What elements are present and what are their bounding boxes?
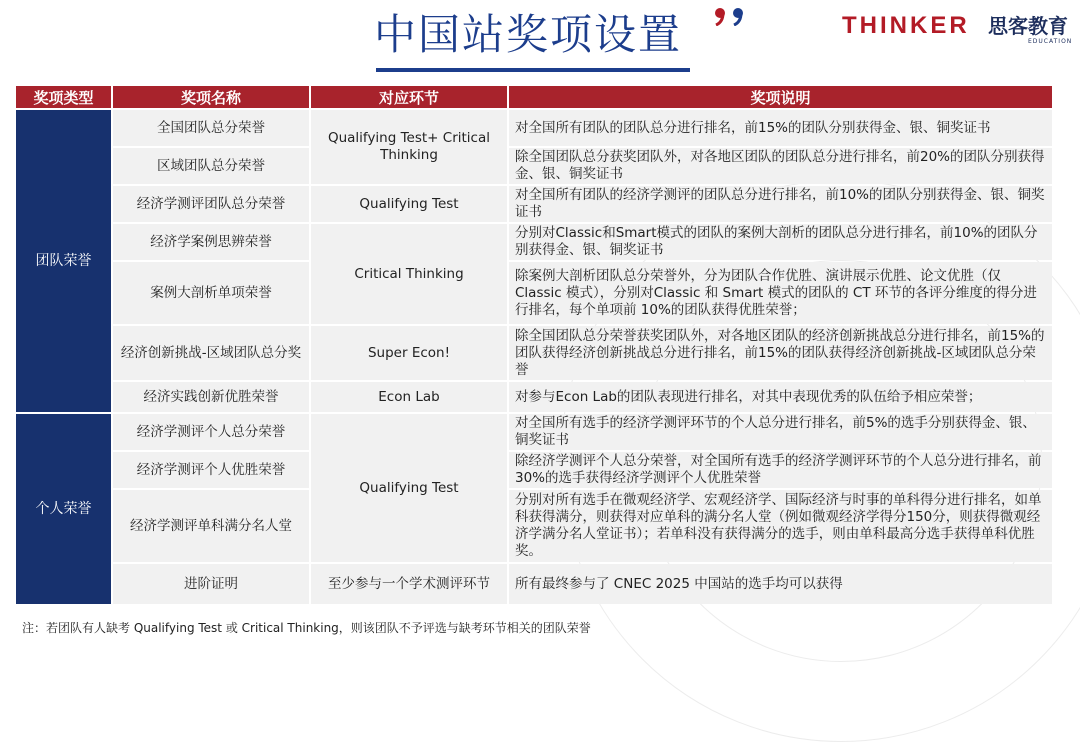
award-description: 除案例大剖析团队总分荣誉外，分为团队合作优胜、演讲展示优胜、论文优胜（仅Classic 模式），分别对Classic 和 Smart 模式的团队的 CT 环节的各评分维度的得分进行排名，每个单项前 10%的团队获得优胜荣誉； bbox=[509, 262, 1052, 324]
awards-table bbox=[14, 84, 1054, 606]
table-row bbox=[16, 564, 1052, 604]
table-row bbox=[16, 110, 1052, 146]
table-row bbox=[16, 452, 1052, 488]
logo-english-subtitle: EDUCATION bbox=[1028, 38, 1073, 45]
award-name: 案例大剖析单项荣誉 bbox=[113, 262, 309, 324]
column-header-name: 奖项名称 bbox=[113, 86, 309, 108]
award-link: Super Econ! bbox=[311, 326, 507, 380]
award-link: Qualifying Test+ Critical Thinking bbox=[311, 110, 507, 184]
award-name: 经济实践创新优胜荣誉 bbox=[113, 382, 309, 412]
award-description: 对全国所有团队的团队总分进行排名，前15%的团队分别获得金、银、铜奖证书 bbox=[509, 110, 1052, 146]
award-link: Qualifying Test bbox=[311, 414, 507, 562]
award-link: Econ Lab bbox=[311, 382, 507, 412]
column-header-link: 对应环节 bbox=[311, 86, 507, 108]
award-description: 除全国团队总分荣誉获奖团队外，对各地区团队的经济创新挑战总分进行排名，前15%的团队获得经济创新挑战总分进行排名，前15%的团队获得经济创新挑战-区域团队总分荣誉 bbox=[509, 326, 1052, 380]
award-description: 对全国所有选手的经济学测评环节的个人总分进行排名，前5%的选手分别获得金、银、铜奖证书 bbox=[509, 414, 1052, 450]
footnote: 注：若团队有人缺考 Qualifying Test 或 Critical Thinking，则该团队不予评选与缺考环节相关的团队荣誉 bbox=[22, 621, 591, 635]
title-underline bbox=[376, 68, 690, 72]
award-description: 分别对所有选手在微观经济学、宏观经济学、国际经济与时事的单科得分进行排名，如单科获得满分，则获得对应单科的满分名人堂（例如微观经济学得分150分，则获得微观经济学满分名人堂证书）；若单科没有获得满分的选手，则由单科最高分选手获得单科优胜奖。 bbox=[509, 490, 1052, 562]
page-title: 中国站奖项设置 bbox=[374, 10, 683, 59]
award-link: 至少参与一个学术测评环节 bbox=[311, 564, 507, 604]
award-description: 对参与Econ Lab的团队表现进行排名，对其中表现优秀的队伍给予相应荣誉； bbox=[509, 382, 1052, 412]
logo-wordmark: THINKER bbox=[842, 12, 970, 39]
award-description: 除全国团队总分获奖团队外，对各地区团队的团队总分进行排名，前20%的团队分别获得金、银、铜奖证书 bbox=[509, 148, 1052, 184]
award-name: 经济学测评单科满分名人堂 bbox=[113, 490, 309, 562]
award-type-individual: 个人荣誉 bbox=[16, 414, 111, 604]
table-row bbox=[16, 262, 1052, 324]
column-header-description: 奖项说明 bbox=[509, 86, 1052, 108]
award-type-team: 团队荣誉 bbox=[16, 110, 111, 412]
award-name: 进阶证明 bbox=[113, 564, 309, 604]
table-row bbox=[16, 186, 1052, 222]
award-link: Qualifying Test bbox=[311, 186, 507, 222]
award-description: 分别对Classic和Smart模式的团队的案例大剖析的团队总分进行排名，前10%的团队分别获得金、银、铜奖证书 bbox=[509, 224, 1052, 260]
award-name: 区域团队总分荣誉 bbox=[113, 148, 309, 184]
award-description: 对全国所有团队的经济学测评的团队总分进行排名，前10%的团队分别获得金、银、铜奖证书 bbox=[509, 186, 1052, 222]
award-link: Critical Thinking bbox=[311, 224, 507, 324]
award-name: 经济创新挑战-区域团队总分奖 bbox=[113, 326, 309, 380]
table-row bbox=[16, 148, 1052, 184]
column-header-type: 奖项类型 bbox=[16, 86, 111, 108]
award-name: 经济学测评团队总分荣誉 bbox=[113, 186, 309, 222]
award-name: 全国团队总分荣誉 bbox=[113, 110, 309, 146]
table-row bbox=[16, 326, 1052, 380]
award-name: 经济学测评个人总分荣誉 bbox=[113, 414, 309, 450]
table-row bbox=[16, 414, 1052, 450]
award-name: 经济学测评个人优胜荣誉 bbox=[113, 452, 309, 488]
quote-mark-icon bbox=[712, 6, 752, 26]
table-row bbox=[16, 224, 1052, 260]
table-header-row bbox=[16, 86, 1052, 108]
table-row bbox=[16, 382, 1052, 412]
table-row bbox=[16, 490, 1052, 562]
award-name: 经济学案例思辨荣誉 bbox=[113, 224, 309, 260]
award-description: 除经济学测评个人总分荣誉，对全国所有选手的经济学测评环节的个人总分进行排名，前30%的选手获得经济学测评个人优胜荣誉 bbox=[509, 452, 1052, 488]
thinker-logo bbox=[842, 12, 1072, 48]
award-description: 所有最终参与了 CNEC 2025 中国站的选手均可以获得 bbox=[509, 564, 1052, 604]
logo-chinese-name: 思客教育 bbox=[988, 14, 1068, 38]
page-title-block bbox=[374, 6, 682, 72]
